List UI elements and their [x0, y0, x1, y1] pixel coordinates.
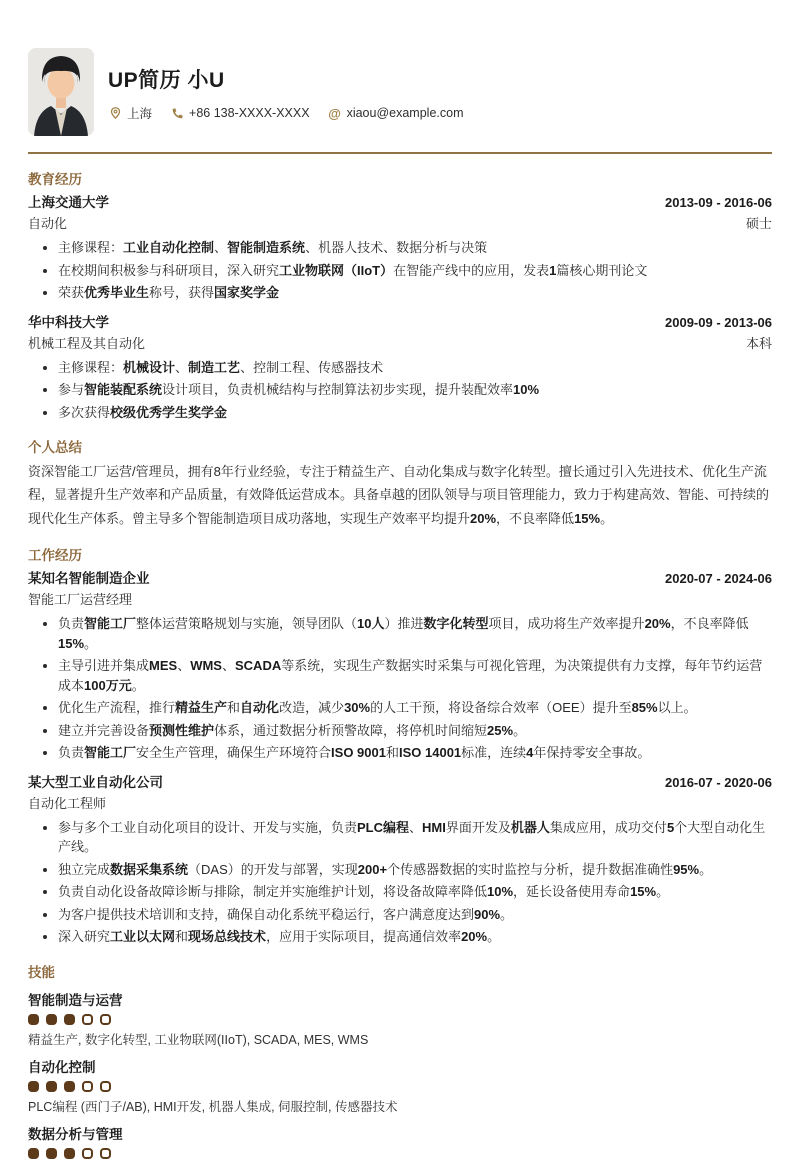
bullet-item: • 主修课程：机械设计、制造工艺、控制工程、传感器技术 — [58, 358, 772, 378]
section-skills — [28, 961, 772, 1159]
education-entry — [28, 311, 772, 423]
summary-paragraph: 资深智能工厂运营/管理员，拥有8年行业经验，专注于精益生产、自动化集成与数字化转型。擅长通过引入先进技术、优化生产流程，显著提升生产效率和产品质量，有效降低运营成本。具备卓越的团队领导与项目管理能力，致力于构建高效、智能、可持续的现代化生产体系。曾主导多个智能制造项目成功落地，实现生产效率平均提升20%，不良率降低15%。 — [28, 464, 770, 526]
location-text: 上海 — [127, 107, 153, 121]
header-text-block — [108, 62, 464, 122]
bullet-item: • 在校期间积极参与科研项目，深入研究工业物联网（IIoT）在智能产线中的应用，发表1篇核心期刊论文 — [58, 261, 772, 281]
bullet-item: • 参与多个工业自动化项目的设计、开发与实施，负责PLC编程、HMI界面开发及机器人集成应用，成功交付5个大型自动化生产线。 — [58, 818, 772, 857]
skill-level-dots — [28, 1014, 772, 1025]
level-dot-empty — [100, 1081, 111, 1092]
email-icon: @ — [328, 105, 341, 121]
education-degree: 硕士 — [745, 216, 772, 231]
level-dot-filled — [64, 1148, 75, 1159]
contact-row — [108, 104, 464, 122]
level-dot-empty — [100, 1148, 111, 1159]
job-title: 自动化工程师 — [28, 795, 107, 811]
bullet-item: • 负责智能工厂整体运营策略规划与实施，领导团队（10人）推进数字化转型项目，成功将生产效率提升20%，不良率降低15%。 — [58, 614, 772, 653]
level-dot-filled — [64, 1014, 75, 1025]
contact-phone — [170, 106, 310, 120]
location-icon — [108, 106, 122, 120]
skill-level-dots — [28, 1081, 772, 1092]
work-dates: 2016-07 - 2020-06 — [665, 774, 772, 790]
skill-keywords: PLC编程 (西门子/AB), HMI开发, 机器人集成, 伺服控制, 传感器技术 — [28, 1099, 398, 1114]
profile-photo — [28, 48, 94, 136]
school-name: 上海交通大学 — [28, 195, 109, 210]
education-dates: 2009-09 - 2013-06 — [665, 314, 772, 330]
level-dot-empty — [82, 1081, 93, 1092]
skill-name: 数据分析与管理 — [28, 1126, 123, 1142]
avatar-illustration — [28, 48, 94, 136]
level-dot-filled — [28, 1081, 39, 1092]
education-bullets — [28, 358, 772, 423]
work-bullets — [28, 818, 772, 947]
education-major: 自动化 — [28, 216, 68, 231]
email-text: xiaou@example.com — [346, 106, 464, 120]
contact-email — [328, 106, 464, 120]
skill-name: 自动化控制 — [28, 1059, 96, 1075]
bullet-item: • 负责自动化设备故障诊断与排除，制定并实施维护计划，将设备故障率降低10%，延长设备使用寿命15%。 — [58, 882, 772, 902]
work-bullets — [28, 614, 772, 763]
header-divider — [28, 152, 772, 154]
education-dates: 2013-09 - 2016-06 — [665, 195, 772, 210]
skill-group — [28, 989, 772, 1048]
school-name: 华中科技大学 — [28, 314, 109, 330]
section-title-summary: 个人总结 — [28, 440, 82, 455]
section-education — [28, 168, 772, 422]
level-dot-filled — [28, 1014, 39, 1025]
section-title-skills: 技能 — [28, 964, 55, 980]
skill-level-dots — [28, 1148, 772, 1159]
contact-location — [108, 104, 152, 122]
skill-group — [28, 1123, 772, 1159]
education-major: 机械工程及其自动化 — [28, 335, 146, 351]
level-dot-filled — [46, 1081, 57, 1092]
bullet-item: • 优化生产流程，推行精益生产和自动化改造，减少30%的人工干预，将设备综合效率（OEE）提升至85%以上。 — [58, 698, 772, 718]
section-title-education: 教育经历 — [28, 172, 82, 187]
level-dot-filled — [64, 1081, 75, 1092]
bullet-item: • 为客户提供技术培训和支持，确保自动化系统平稳运行，客户满意度达到90%。 — [58, 905, 772, 925]
skill-keywords: 精益生产, 数字化转型, 工业物联网(IIoT), SCADA, MES, WMS — [28, 1032, 369, 1047]
education-bullets — [28, 238, 772, 303]
section-title-work: 工作经历 — [28, 548, 82, 564]
skill-name: 智能制造与运营 — [28, 992, 123, 1008]
level-dot-empty — [100, 1014, 111, 1025]
bullet-item: • 建立并完善设备预测性维护体系，通过数据分析预警故障，将停机时间缩短25%。 — [58, 721, 772, 741]
candidate-name: UP简历 小U — [108, 69, 225, 92]
section-work — [28, 544, 772, 947]
work-dates: 2020-07 - 2024-06 — [665, 571, 772, 587]
level-dot-empty — [82, 1148, 93, 1159]
skill-group — [28, 1056, 772, 1115]
bullet-item: • 负责智能工厂安全生产管理，确保生产环境符合ISO 9001和ISO 14001标准，连续4年保持零安全事故。 — [58, 743, 772, 763]
section-summary — [28, 436, 772, 530]
level-dot-filled — [46, 1014, 57, 1025]
job-title: 智能工厂运营经理 — [28, 592, 133, 608]
company-name: 某大型工业自动化公司 — [28, 774, 163, 790]
level-dot-filled — [28, 1148, 39, 1159]
bullet-item: • 多次获得校级优秀学生奖学金 — [58, 403, 772, 423]
resume-header — [28, 48, 772, 136]
education-degree: 本科 — [745, 335, 772, 351]
phone-icon — [170, 106, 184, 120]
work-entry — [28, 567, 772, 763]
education-entry — [28, 191, 772, 303]
level-dot-filled — [46, 1148, 57, 1159]
phone-text: +86 138-XXXX-XXXX — [189, 106, 310, 120]
bullet-item: • 主导引进并集成MES、WMS、SCADA等系统，实现生产数据实时采集与可视化管理，为决策提供有力支撑，每年节约运营成本100万元。 — [58, 656, 772, 695]
bullet-item: • 独立完成数据采集系统（DAS）的开发与部署，实现200+个传感器数据的实时监控与分析，提升数据准确性95%。 — [58, 860, 772, 880]
bullet-item: • 主修课程：工业自动化控制、智能制造系统、机器人技术、数据分析与决策 — [58, 238, 772, 258]
bullet-item: • 荣获优秀毕业生称号，获得国家奖学金 — [58, 283, 772, 303]
bullet-item: • 参与智能装配系统设计项目，负责机械结构与控制算法初步实现，提升装配效率10% — [58, 380, 772, 400]
level-dot-empty — [82, 1014, 93, 1025]
company-name: 某知名智能制造企业 — [28, 571, 150, 587]
work-entry — [28, 771, 772, 947]
bullet-item: • 深入研究工业以太网和现场总线技术，应用于实际项目，提高通信效率20%。 — [58, 927, 772, 947]
